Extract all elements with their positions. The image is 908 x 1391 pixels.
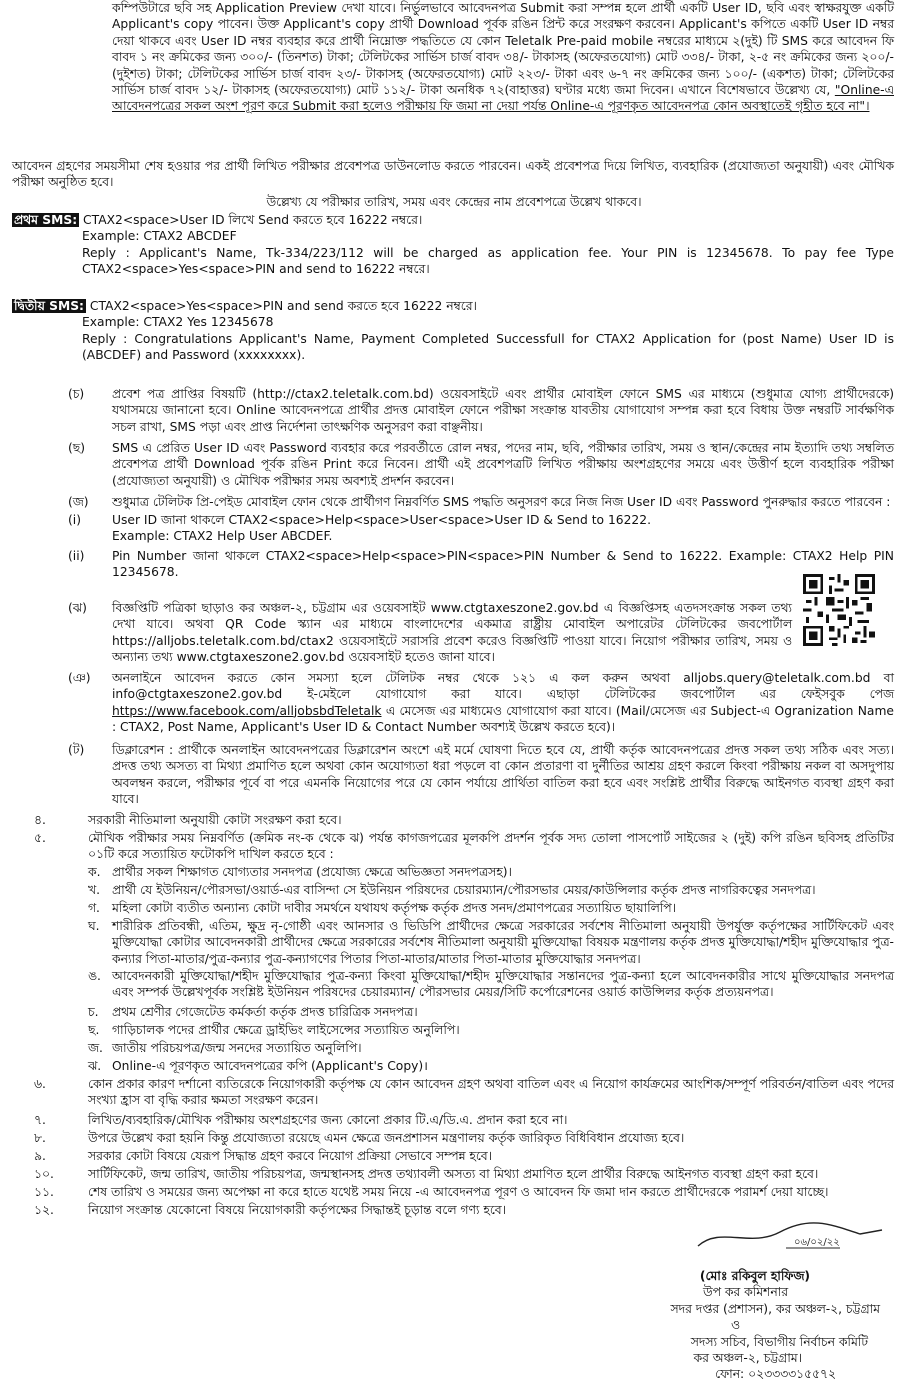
admit-note: উল্লেখ্য যে পরীক্ষার তারিখ, সময় এবং কেন্দ্রের নাম প্রবেশপত্রে উল্লেখ থাকবে। [266, 195, 642, 209]
item-text: শুধুমাত্র টেলিটক প্রি-পেইড মোবাইল ফোন থেকে প্রার্থীগণ নিম্নবর্ণিত SMS পদ্ধতি অনুসরণ করে নিজ নিজ User ID এবং Password পুনরুদ্ধার করতে পারবেন : [112, 495, 891, 509]
item-text: সরকার কোটা বিষয়ে যেরূপ সিদ্ধান্ত গ্রহণ করবে নিয়োগ প্রক্রিয়া সেভাবে সম্পন্ন হবে। [88, 1149, 493, 1163]
sms2-example: Example: CTAX2 Yes 12345678 [82, 315, 274, 330]
contact-text-rest: এ মেসেজ এর মাধ্যমেও যোগাযোগ করা যাবে। (Mail/মেসেজ এর Subject-এ Ogranization Name : CTAX2, Post Name, Applicant's User ID & Contact Number অবশ্যই উল্লেখ করতে হবে)। [112, 703, 894, 735]
item-text: ডিক্লারেশন : প্রার্থীকে অনলাইন আবেদনপত্রের ডিক্লারেশন অংশে এই মর্মে ঘোষণা দিতে হবে যে, প্রার্থী কর্তৃক আবেদনপত্রের প্রদত্ত সকল তথ্য সঠিক এবং সত্য। প্রদত্ত তথ্য অসত্য বা মিথ্যা প্রমাণিত হলে অথবা কোন অযোগ্যতা ধরা পড়লে বা কোন প্রতারণা বা দুর্নীতির আশ্রয় গ্রহণ করলে কিংবা পরীক্ষায় নকল বা অসদুপায় অবলম্বন করলে, পরীক্ষার পূর্বে বা পরে এমনকি নিয়োগের পরে যে কোন পর্যায়ে প্রার্থিতা বাতিল করা হবে এবং সংশ্লিষ্ট প্রার্থীর বিরুদ্ধে আইনগত ব্যবস্থা গ্রহণ করা যাবে। [112, 743, 894, 807]
doc-text: Online-এ পূরণকৃত আবেদনপত্রের কপি (Applicant's Copy)। [112, 1059, 428, 1073]
item-label: (ঝ) [68, 601, 87, 615]
recovery-text: Pin Number জানা থাকলে CTAX2<space>Help<space>PIN<space>PIN Number & Send to 16222. Example: CTAX2 Help PIN 12345678. [112, 549, 894, 580]
doc-label: ঙ. [88, 969, 101, 983]
item-text: উপরে উল্লেখ করা হয়নি কিন্তু প্রযোজ্যতা রয়েছে এমন ক্ষেত্রে জনপ্রশাসন মন্ত্রণালয় কর্তৃক জারিকৃত বিধিবিধান প্রযোজ্য হবে। [88, 1131, 685, 1145]
item-text: সার্টিফিকেট, জন্ম তারিখ, জাতীয় পরিচয়পত্র, জন্মস্থানসহ প্রদত্ত তথ্যাবলী অসত্য বা মিথ্যা প্রমাণিত হলে প্রার্থীর বিরুদ্ধে আইনগত ব্যবস্থা গ্রহণ করা হবে। [88, 1167, 819, 1181]
sms2-text: CTAX2<space>Yes<space>PIN and send করতে হবে 16222 নম্বরে। [89, 299, 477, 313]
intro-text: কম্পিউটারে ছবি সহ Application Preview দেখা যাবে। নির্ভুলভাবে আবেদনপত্র Submit করা সম্পন্ন হলে প্রার্থী একটি User ID, ছবি এবং স্বাক্ষরযুক্ত একটি Applicant's copy পাবেন। উক্ত Applicant's copy প্রার্থী Download পূর্বক রঙিন প্রিন্ট করে সংরক্ষণ করবেন। Applicant's কপিতে একটি User ID নম্বর দেয়া থাকবে এবং User ID নম্বর ব্যবহার করে প্রার্থী নিম্নোক্ত পদ্ধতিতে যে কোন Teletalk Pre-paid mobile নম্বরের মাধ্যমে ২(দুই) টি SMS করে আবেদন ফি বাবদ ১ নং ক্রমিকের জন্য ৩০০/- (তিনশত) টাকা; টেলিটকের সার্ভিস চার্জ বাবদ ৩৪/- টাকাসহ (অফেরতযোগ্য) মোট ৩৩৪/- টাকা, ২-৫ নং ক্রমিকের জন্য ২০০/- (দুইশত) টাকা; টেলিটকের সার্ভিস চার্জ বাবদ ২৩/- টাকাসহ (অফেরতযোগ্য) মোট ২২৩/- টাকা এবং ৬-৭ নং ক্রমিকের জন্য ১০০/- (একশত) টাকা; টেলিটকের সার্ভিস চার্জ বাবদ ১২/- টাকাসহ (অফেরতযোগ্য) মোট ১১২/- টাকা অনধিক ৭২(বাহাত্তর) ঘণ্টার মধ্যে জমা দিবেন। এখানে বিশেষভাবে উল্লেখ্য যে, [112, 1, 894, 98]
doc-label: ঝ. [88, 1059, 102, 1073]
item-number: ১১. [34, 1185, 54, 1199]
doc-text: শারীরিক প্রতিবন্ধী, এতিম, ক্ষুদ্র নৃ-গোষ্ঠী এবং আনসার ও ভিডিপি প্রার্থীদের ক্ষেত্রে সরকারের সর্বশেষ নীতিমালা অনুযায়ী উপর্যুক্ত কর্তৃপক্ষের সার্টিফিকেট এবং মুক্তিযোদ্ধা কোটার আবেদনকারী প্রার্থীদের ক্ষেত্রে সরকারের সর্বশেষ নীতিমালা অনুযায়ী মুক্তিযোদ্ধা বিষয়ক মন্ত্রণালয় কর্তৃক প্রদত্ত মুক্তিযোদ্ধা/শহীদ মুক্তিযোদ্ধার পুত্র-কন্যার পিতা-মাতার/পুত্র-কন্যার পুত্র-কন্যাগণের পিতার পিতা-মাতার/মাতার পিতা-মাতার মুক্তিযোদ্ধার সনদপত্র। [112, 919, 894, 966]
contact-text: অনলাইনে আবেদন করতে কোন সমস্যা হলে টেলিটক নম্বর থেকে ১২১ এ কল করুন অথবা alljobs.query@teletalk.com.bd বা info@ctgtaxeszone2.gov.bd ই-মেইলে যোগাযোগ করা যাবে। এছাড়া টেলিটকের জবপোর্টাল এর ফেইসবুক পেজ [112, 671, 894, 702]
signatory-name: (মোঃ রকিবুল হাফিজ) [699, 1269, 810, 1283]
handwritten-signature [690, 1218, 890, 1254]
signatory-zone: কর অঞ্চল-২, চট্টগ্রাম। [693, 1351, 802, 1366]
doc-label: চ. [88, 1005, 99, 1019]
item-text: শেষ তারিখ ও সময়ের জন্য অপেক্ষা না করে হাতে যথেষ্ট সময় নিয়ে -এ আবেদনপত্র পূরণ ও আবেদন ফি জমা দান করতে প্রার্থীদেরকে পরামর্শ দেয়া যাচ্ছে। [88, 1185, 829, 1199]
item-label: (ঞ) [68, 671, 91, 685]
item-label: (ট) [68, 743, 85, 757]
recovery-example: Example: CTAX2 Help User ABCDEF. [112, 529, 333, 544]
recovery-label: (ii) [68, 549, 85, 563]
item-number: ৬. [34, 1077, 46, 1091]
doc-text: জাতীয় পরিচয়পত্র/জন্ম সনদের সত্যায়িত অনুলিপি। [112, 1041, 362, 1055]
sms2-label: দ্বিতীয় SMS: [14, 299, 84, 313]
facebook-link[interactable]: https://www.facebook.com/alljobsbdTeletalk [112, 703, 382, 718]
item-number: ৯. [34, 1149, 46, 1163]
item-text: নিয়োগ সংক্রান্ত যেকোনো বিষয়ে নিয়োগকারী কর্তৃপক্ষের সিদ্ধান্তই চূড়ান্ত বলে গণ্য হবে। [88, 1203, 507, 1217]
sms1-label: প্রথম SMS: [14, 213, 78, 227]
doc-text: প্রার্থী যে ইউনিয়ন/পৌরসভা/ওয়ার্ড-এর বাসিন্দা সে ইউনিয়ন পরিষদের চেয়ারম্যান/পৌরসভার মেয়র/কাউন্সিলার কর্তৃক প্রদত্ত নাগরিকত্বের সনদপত্র। [112, 883, 816, 897]
sms1-reply: Reply : Applicant's Name, Tk-334/223/112 will be charged as application fee. Your PIN is 12345678. To pay fee Type CTAX2<space>Yes<space>PIN and send to 16222 নম্বরে। [82, 245, 894, 277]
signatory-office: সদর দপ্তর (প্রশাসন), কর অঞ্চল-২, চট্টগ্রাম [670, 1301, 880, 1316]
item-number: ৭. [34, 1113, 46, 1127]
item-text: লিখিত/ব্যবহারিক/মৌখিক পরীক্ষায় অংশগ্রহণের জন্য কোনো প্রকার টি.এ/ডি.এ. প্রদান করা হবে না। [88, 1113, 568, 1127]
sms1-text: CTAX2<space>User ID লিখে Send করতে হবে 16222 নম্বরে। [83, 213, 423, 227]
doc-text: প্রথম শ্রেণীর গেজেটেড কর্মকর্তা কর্তৃক প্রদত্ত চারিত্রিক সনদপত্র। [112, 1005, 418, 1019]
signatory-designation: উপ কর কমিশনার [702, 1285, 788, 1300]
intro-paragraph [112, 0, 894, 115]
signatory-secretary: সদস্য সচিব, বিভাগীয় নির্বাচন কমিটি [690, 1334, 868, 1349]
item-text: SMS এ প্রেরিত User ID এবং Password ব্যবহার করে পরবর্তীতে রোল নম্বর, পদের নাম, ছবি, পরীক্ষার তারিখ, সময় ও স্থান/কেন্দ্রের নাম ইত্যাদি তথ্য সম্বলিত প্রবেশপত্র প্রার্থী Download পূর্বক রঙিন Print করে নিবেন। প্রার্থী এই প্রবেশপত্রটি লিখিত পরীক্ষায় অংশগ্রহণের সময়ে এবং উত্তীর্ণ হলে ব্যবহারিক পরীক্ষা (প্রযোজ্যতা অনুযায়ী) ও মৌখিক পরীক্ষার সময় অবশ্যই প্রদর্শন করবেন। [112, 441, 894, 488]
item-text: প্রবেশ পত্র প্রাপ্তির বিষয়টি (http://ctax2.teletalk.com.bd) ওয়েবসাইটে এবং প্রার্থীর মোবাইল ফোনে SMS এর মাধ্যমে (শুধুমাত্র যোগ্য প্রার্থীদেরকে) যথাসময়ে জানানো হবে। Online আবেদনপত্রে প্রার্থীর প্রদত্ত মোবাইল ফোনে পরীক্ষা সংক্রান্ত যাবতীয় যোগাযোগ সম্পন্ন করা হবে বিধায় উক্ত নম্বরটি সার্বক্ষণিক সচল রাখা, SMS পড়া এবং প্রাপ্ত নির্দেশনা তাৎক্ষণিক অনুসরণ করা বাঞ্ছনীয়। [112, 387, 894, 434]
doc-label: ছ. [88, 1023, 100, 1037]
doc-text: মহিলা কোটা ব্যতীত অন্যান্য কোটা দাবীর সমর্থনে যথাযথ কর্তৃপক্ষ কর্তৃক প্রদত্ত সনদ/প্রমাণপত্রের সত্যায়িত ছায়ালিপি। [112, 901, 677, 915]
qr-code-image[interactable] [803, 574, 875, 646]
signature-block [500, 1268, 880, 1383]
signatory-and: ও [730, 1318, 740, 1333]
doc-label: ঘ. [88, 919, 100, 933]
doc-label: গ. [88, 901, 100, 915]
item-text: কোন প্রকার কারণ দর্শানো ব্যতিরেকে নিয়োগকারী কর্তৃপক্ষ যে কোন আবেদন গ্রহণ অথবা বাতিল এবং এ নিয়োগ কার্যক্রমের আংশিক/সম্পূর্ণ পরিবর্তন/বাতিল এবং পদের সংখ্যা হ্রাস বা বৃদ্ধি করার ক্ষমতা সংরক্ষণ করেন। [88, 1077, 894, 1108]
item-text: সরকারী নীতিমালা অনুযায়ী কোটা সংরক্ষণ করা হবে। [88, 813, 342, 827]
doc-label: ক. [88, 865, 101, 879]
item-text: বিজ্ঞপ্তিটি পত্রিকা ছাড়াও কর অঞ্চল-২, চট্টগ্রাম এর ওয়েবসাইট www.ctgtaxeszone2.gov.bd এ বিজ্ঞপ্তিসহ এতদসংক্রান্ত সকল তথ্য দেখা যাবে। অথবা QR Code স্ক্যান এর মাধ্যমে বাংলাদেশের একমাত্র রাষ্ট্রীয় মোবাইল অপারেটর টেলিটকের জবপোর্টাল https://alljobs.teletalk.com.bd/ctax2 ওয়েবসাইটে সরাসরি প্রবেশ করেও বিজ্ঞপ্তিটি পাওয়া যাবে। নিয়োগ পরীক্ষার তারিখ, সময় ও অন্যান্য তথ্য www.ctgtaxeszone2.gov.bd ওয়েবসাইট হতেও জানা যাবে। [112, 601, 792, 665]
doc-text: আবেদনকারী মুক্তিযোদ্ধা/শহীদ মুক্তিযোদ্ধার পুত্র-কন্যা কিংবা মুক্তিযোদ্ধা/শহীদ মুক্তিযোদ্ধার সন্তানদের পুত্র-কন্যা হলে আবেদনকারীর সাথে মুক্তিযোদ্ধার সনদপত্র এবং সম্পর্ক উল্লেখপূর্বক সংশ্লিষ্ট ইউনিয়ন পরিষদের চেয়ারম্যান/ পৌরসভার মেয়র/সিটি কর্পোরেশনের ওয়ার্ড কাউন্সিলর কর্তৃক প্রত্যয়নপত্র। [112, 969, 894, 1000]
item-number: ১২. [34, 1203, 54, 1217]
signature-date: ০৬/০২/২২ [794, 1237, 840, 1248]
signatory-phone: ফোন: ০২৩৩৩৩১৫৫৭২ [715, 1367, 836, 1382]
item-text: মৌখিক পরীক্ষার সময় নিম্নবর্ণিত (ক্রমিক নং-ক থেকে ঝ) পর্যন্ত কাগজপত্রের মূলকপি প্রদর্শন পূর্বক সদ্য তোলা পাসপোর্ট সাইজের ২ (দুই) কপি রঙিন ছবিসহ প্রতিটির ০১টি করে সত্যায়িত ফটোকপি দাখিল করতে হবে : [88, 831, 894, 862]
item-label: (ছ) [68, 441, 86, 455]
item-label: (চ) [68, 387, 85, 401]
doc-label: জ. [88, 1041, 103, 1055]
item-text [112, 670, 894, 736]
item-label: (জ) [68, 495, 89, 509]
intro-underlined-note: "Online-এ আবেদনপত্রের সকল অংশ পূরণ করে Submit করা হলেও পরীক্ষায় ফি জমা না দেয়া পর্যন্ত Online-এ পূরণকৃত আবেদনপত্র কোন অবস্থাতেই গৃহীত হবে না"। [112, 83, 894, 114]
item-number: ৫. [34, 831, 46, 845]
admit-paragraph: আবেদন গ্রহণের সময়সীমা শেষ হওয়ার পর প্রার্থী লিখিত পরীক্ষার প্রবেশপত্র ডাউনলোড করতে পারবেন। একই প্রবেশপত্র দিয়ে লিখিত, ব্যবহারিক (প্রযোজ্যতা অনুযায়ী) এবং মৌখিক পরীক্ষা অনুষ্ঠিত হবে। [12, 159, 894, 190]
item-number: ১০. [34, 1167, 54, 1181]
recovery-text: User ID জানা থাকলে CTAX2<space>Help<space>User<space>User ID & Send to 16222. [112, 513, 651, 527]
item-number: ৪. [34, 813, 46, 827]
doc-label: খ. [88, 883, 100, 897]
doc-text: প্রার্থীর সকল শিক্ষাগত যোগ্যতার সনদপত্র (প্রযোজ্য ক্ষেত্রে অভিজ্ঞতা সনদপত্রসহ)। [112, 865, 512, 879]
sms1-example: Example: CTAX2 ABCDEF [82, 229, 237, 244]
item-number: ৮. [34, 1131, 46, 1145]
doc-text: গাড়িচালক পদের প্রার্থীর ক্ষেত্রে ড্রাইভিং লাইসেন্সের সত্যায়িত অনুলিপি। [112, 1023, 460, 1037]
recovery-label: (i) [68, 513, 82, 527]
sms1-block [12, 212, 894, 278]
sms2-block [12, 298, 894, 364]
sms2-reply: Reply : Congratulations Applicant's Name, Payment Completed Successfull for CTAX2 Application for (post Name) User ID is (ABCDEF) and Password (xxxxxxxx). [82, 331, 894, 363]
